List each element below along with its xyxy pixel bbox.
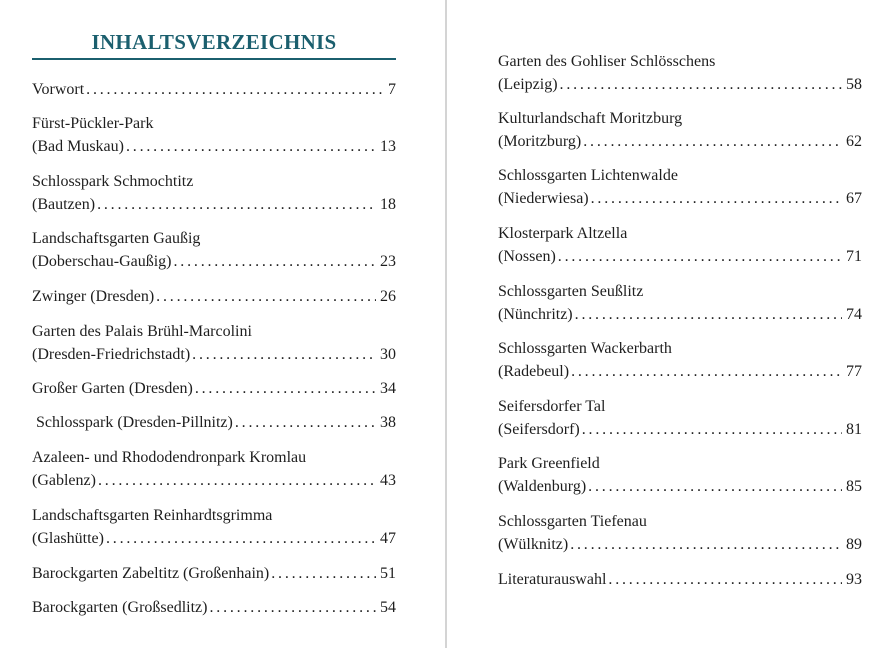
dot-leader (583, 130, 842, 153)
toc-entry-left-8[interactable] (32, 411, 396, 434)
toc-entry-right-4[interactable] (498, 222, 862, 268)
entry-line (32, 250, 396, 273)
dot-leader (271, 562, 376, 585)
dot-leader (591, 187, 842, 210)
entry-title: Fürst-Pückler-Park (32, 115, 154, 132)
page-number: 18 (380, 196, 396, 213)
entry-title: Barockgarten Zabeltitz (Großenhain) (32, 565, 270, 582)
entry-title: Landschaftsgarten Reinhardtsgrimma (32, 507, 273, 524)
entry-line (32, 411, 396, 434)
entry-title: Seifersdorfer Tal (498, 398, 606, 415)
toc-entry-right-1[interactable] (498, 50, 862, 96)
toc-entry-right-3[interactable] (498, 164, 862, 210)
entry-location: (Waldenburg) (498, 478, 587, 495)
entry-title: Kulturlandschaft Moritzburg (498, 110, 683, 127)
toc-entry-left-11[interactable] (32, 562, 396, 585)
entry-title: Park Greenfield (498, 455, 600, 472)
entry-line (32, 135, 396, 158)
entry-location: (Bad Muskau) (32, 138, 124, 155)
page-number: 62 (846, 133, 862, 150)
entry-location: (Dresden-Friedrichstadt) (32, 346, 191, 363)
page-number: 38 (380, 414, 396, 431)
toc-heading: INHALTSVERZEICHNIS (91, 30, 337, 54)
toc-entry-right-7[interactable] (498, 395, 862, 441)
dot-leader (571, 360, 842, 383)
entry-title: Barockgarten (Großsedlitz) (32, 599, 208, 616)
page-number: 7 (388, 81, 396, 98)
page-number: 74 (846, 306, 862, 323)
entry-line (498, 360, 862, 383)
page-number: 47 (380, 530, 396, 547)
entry-location: (Glashütte) (32, 530, 104, 547)
toc-entry-right-10[interactable] (498, 568, 862, 591)
toc-entry-left-7[interactable] (32, 377, 396, 400)
dot-leader (582, 418, 842, 441)
dot-leader (209, 596, 376, 619)
toc-entry-left-4[interactable] (32, 227, 396, 273)
toc-entry-left-3[interactable] (32, 170, 396, 216)
entry-title: Schlossgarten Tiefenau (498, 513, 647, 530)
entry-title: Vorwort (32, 81, 85, 98)
page-gutter (445, 0, 447, 648)
dot-leader (588, 475, 842, 498)
toc-entry-left-10[interactable] (32, 504, 396, 550)
page-number: 54 (380, 599, 396, 616)
dot-leader (156, 285, 376, 308)
entry-line (32, 527, 396, 550)
entry-line (498, 568, 862, 591)
entry-title: Schlossgarten Wackerbarth (498, 340, 672, 357)
entry-title: Schlosspark (Dresden-Pillnitz) (32, 414, 233, 431)
page-number: 71 (846, 248, 862, 265)
dot-leader (570, 533, 842, 556)
entry-location: (Moritzburg) (498, 133, 582, 150)
toc-entry-left-6[interactable] (32, 320, 396, 366)
entry-title: Großer Garten (Dresden) (32, 380, 193, 397)
page-number: 85 (846, 478, 862, 495)
page-number: 13 (380, 138, 396, 155)
entry-location: (Doberschau-Gaußig) (32, 253, 172, 270)
entry-title: Schlossgarten Lichtenwalde (498, 167, 678, 184)
entry-title: Klosterpark Altzella (498, 225, 628, 242)
entry-line (32, 78, 396, 101)
page-number: 23 (380, 253, 396, 270)
entry-line (498, 245, 862, 268)
page-number: 67 (846, 190, 862, 207)
toc-entry-left-12[interactable] (32, 596, 396, 619)
page-number: 43 (380, 472, 396, 489)
dot-leader (97, 193, 376, 216)
entry-line (32, 562, 396, 585)
entry-line (32, 596, 396, 619)
entry-location: (Gablenz) (32, 472, 96, 489)
dot-leader (174, 250, 377, 273)
dot-leader (126, 135, 376, 158)
entry-title: Landschaftsgarten Gaußig (32, 230, 201, 247)
page-number: 77 (846, 363, 862, 380)
entry-location: (Nossen) (498, 248, 556, 265)
entry-line (498, 475, 862, 498)
entry-line (32, 377, 396, 400)
page-number: 58 (846, 76, 862, 93)
toc-entry-right-6[interactable] (498, 337, 862, 383)
dot-leader (608, 568, 842, 591)
entry-title: Schlossgarten Seußlitz (498, 283, 644, 300)
entry-line (32, 285, 396, 308)
page-number: 51 (380, 565, 396, 582)
dot-leader (98, 469, 376, 492)
toc-entry-right-5[interactable] (498, 280, 862, 326)
page-number: 30 (380, 346, 396, 363)
entry-line (32, 469, 396, 492)
heading-rule (32, 58, 396, 60)
page-number: 93 (846, 571, 862, 588)
entry-line (498, 533, 862, 556)
entry-title: Garten des Palais Brühl-Marcolini (32, 323, 252, 340)
entry-line (498, 187, 862, 210)
dot-leader (560, 73, 842, 96)
entry-location: (Wülknitz) (498, 536, 569, 553)
dot-leader (558, 245, 842, 268)
toc-entry-left-5[interactable] (32, 285, 396, 308)
entry-location: (Niederwiesa) (498, 190, 589, 207)
entry-title: Zwinger (Dresden) (32, 288, 155, 305)
entry-line (498, 130, 862, 153)
dot-leader (86, 78, 384, 101)
entry-title: Literaturauswahl (498, 571, 607, 588)
entry-title: Garten des Gohliser Schlösschens (498, 53, 716, 70)
toc-entry-left-9[interactable] (32, 446, 396, 492)
page-number: 89 (846, 536, 862, 553)
toc-entry-left-1[interactable] (32, 78, 396, 101)
entry-location: (Bautzen) (32, 196, 96, 213)
toc-entry-left-2[interactable] (32, 112, 396, 158)
dot-leader (192, 343, 376, 366)
toc-entry-right-2[interactable] (498, 107, 862, 153)
entry-line (32, 343, 396, 366)
toc-entry-right-8[interactable] (498, 452, 862, 498)
dot-leader (235, 411, 376, 434)
page-number: 26 (380, 288, 396, 305)
entry-location: (Nünchritz) (498, 306, 573, 323)
entry-title: Azaleen- und Rhododendronpark Kromlau (32, 449, 307, 466)
entry-line (498, 303, 862, 326)
entry-line (498, 418, 862, 441)
dot-leader (106, 527, 376, 550)
dot-leader (575, 303, 842, 326)
entry-title: Schlosspark Schmochtitz (32, 173, 194, 190)
entry-location: (Radebeul) (498, 363, 570, 380)
dot-leader (195, 377, 376, 400)
page-number: 34 (380, 380, 396, 397)
entry-line (32, 193, 396, 216)
page-number: 81 (846, 421, 862, 438)
entry-line (498, 73, 862, 96)
entry-location: (Seifersdorf) (498, 421, 580, 438)
toc-entry-right-9[interactable] (498, 510, 862, 556)
entry-location: (Leipzig) (498, 76, 558, 93)
